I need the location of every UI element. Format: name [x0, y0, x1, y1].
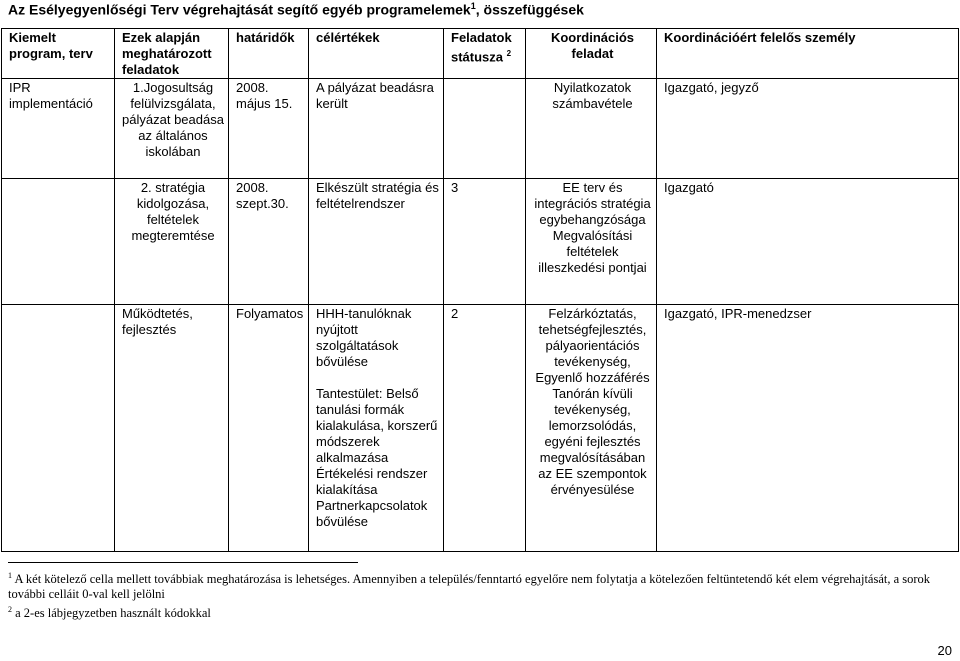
footnote-1: $^1$ A két kötelező cella mellett továbbiak meghatározása is lehetséges. Amennyiben a település/fenntartó egyelőre nem folytatja a kötelezően feltüntetendő két elem végrehajtását, a sorok további celláit 0-val kell jelölni	[8, 571, 931, 602]
cell-task: 1.Jogosultság felülvizsgálata, pályázat beadása az általános iskolában	[115, 79, 229, 179]
footnote-divider	[8, 562, 358, 563]
cell-coordination: Nyilatkozatok számbavétele	[526, 79, 657, 179]
table-row	[2, 305, 959, 552]
cell-program: IPR implementáció	[2, 79, 115, 179]
cell-target: A pályázat beadásra került	[309, 79, 444, 179]
cell-status	[444, 79, 526, 179]
table-row	[2, 179, 959, 305]
cell-target	[309, 305, 444, 552]
cell-status: 2	[444, 305, 526, 552]
header-celertekek: célértékek	[309, 29, 444, 79]
table-row	[2, 79, 959, 179]
cell-program	[2, 179, 115, 305]
page-number: 20	[937, 643, 952, 658]
header-kiemelt-program: Kiemelt program, terv	[2, 29, 115, 79]
target-services: HHH-tanulóknak nyújtott szolgáltatások bővülése	[316, 306, 412, 369]
page-title: Az Esélyegyenlőségi Terv végrehajtását segítő egyéb programelemek$^1$, összefüggések	[8, 1, 584, 18]
cell-target: Elkészült stratégia és feltételrendszer	[309, 179, 444, 305]
cell-status: 3	[444, 179, 526, 305]
header-hataridok: határidők	[229, 29, 309, 79]
header-felelos-szemely: Koordinációért felelős személy	[657, 29, 959, 79]
header-statusz: Feladatok státusza $^2$	[444, 29, 526, 79]
target-staff: Tantestület: Belső tanulási formák kialakulása, korszerű módszerek alkalmazása Értékelési rendszer kialakítása Partnerkapcsolatok bővülése	[316, 386, 438, 529]
cell-deadline: 2008. szept.30.	[229, 179, 309, 305]
cell-coordination: EE terv és integrációs stratégia egybehangzósága Megvalósítási feltételek illeszkedési pontjai	[526, 179, 657, 305]
header-feladatok: Ezek alapján meghatározott feladatok	[115, 29, 229, 79]
cell-responsible: Igazgató	[657, 179, 959, 305]
cell-responsible: Igazgató, IPR-menedzser	[657, 305, 959, 552]
table-header-row	[2, 29, 959, 79]
cell-task: Működtetés, fejlesztés	[115, 305, 229, 552]
footnote-2: $^2$ a 2-es lábjegyzetben használt kódokkal	[8, 605, 211, 621]
cell-task: 2. stratégia kidolgozása, feltételek megteremtése	[115, 179, 229, 305]
cell-responsible: Igazgató, jegyző	[657, 79, 959, 179]
cell-deadline: 2008. május 15.	[229, 79, 309, 179]
cell-coordination: Felzárkóztatás, tehetségfejlesztés, pályaorientációs tevékenység, Egyenlő hozzáférés Tanórán kívüli tevékenység, lemorzsolódás, egyéni fejlesztés megvalósításában az EE szempontok érvényesülése	[526, 305, 657, 552]
footnotes	[8, 568, 953, 621]
header-koordinacios-feladat: Koordinációs feladat	[526, 29, 657, 79]
programelemek-table	[1, 28, 959, 552]
cell-program	[2, 305, 115, 552]
cell-deadline: Folyamatos	[229, 305, 309, 552]
